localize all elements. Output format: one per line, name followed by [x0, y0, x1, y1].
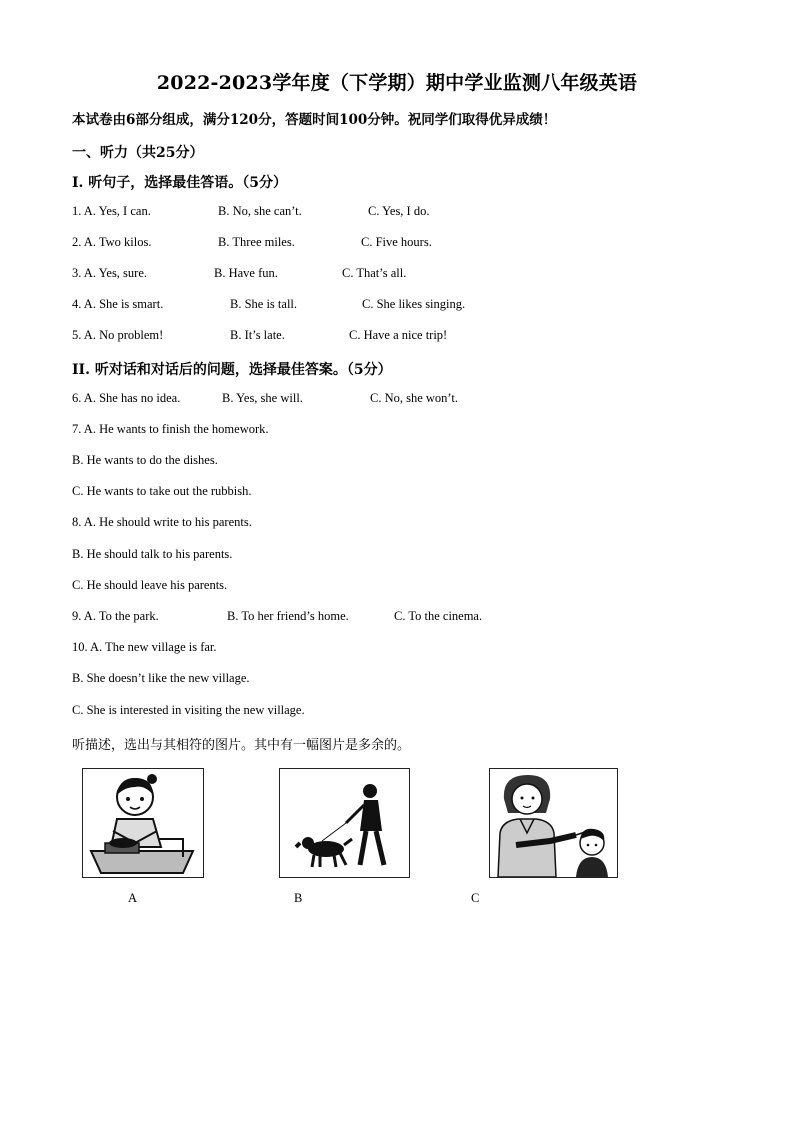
q10-option-c: C. She is interested in visiting the new village. — [72, 703, 305, 717]
q6-option-a: 6. A. She has no idea. — [72, 391, 181, 405]
q8-option-b: B. He should talk to his parents. — [72, 547, 233, 561]
q9-option-a: 9. A. To the park. — [72, 609, 159, 623]
q2-option-c: C. Five hours. — [361, 235, 432, 249]
q3-option-b: B. Have fun. — [214, 266, 278, 280]
q4-option-a: 4. A. She is smart. — [72, 297, 164, 311]
q5-option-b: B. It’s late. — [230, 328, 285, 342]
q7-option-b: B. He wants to do the dishes. — [72, 453, 218, 467]
q4-option-c: C. She likes singing. — [362, 297, 466, 311]
picture-b — [279, 768, 410, 878]
part1-heading: I. 听句子，选择最佳答语。（5分） — [72, 175, 288, 191]
q10-option-a: 10. A. The new village is far. — [72, 640, 217, 654]
man-walking-dog-icon — [280, 769, 409, 877]
q8-option-c: C. He should leave his parents. — [72, 578, 228, 592]
q4-option-b: B. She is tall. — [230, 297, 298, 311]
picture-c-label: C — [471, 891, 480, 905]
picture-b-label: B — [294, 891, 303, 905]
q2-option-a: 2. A. Two kilos. — [72, 235, 152, 249]
picture-a — [82, 768, 204, 878]
q7-option-a: 7. A. He wants to finish the homework. — [72, 422, 269, 436]
q10-option-b: B. She doesn’t like the new village. — [72, 671, 250, 685]
q9-option-c: C. To the cinema. — [394, 609, 483, 623]
q1-option-c: C. Yes, I do. — [368, 204, 430, 218]
q1-option-b: B. No, she can’t. — [218, 204, 302, 218]
q7-option-c: C. He wants to take out the rubbish. — [72, 484, 252, 498]
q8-option-a: 8. A. He should write to his parents. — [72, 515, 252, 529]
picture-c — [489, 768, 618, 878]
q5-option-a: 5. A. No problem! — [72, 328, 164, 342]
girl-washing-dishes-icon — [83, 769, 203, 877]
q1-option-a: 1. A. Yes, I can. — [72, 204, 151, 218]
q3-option-a: 3. A. Yes, sure. — [72, 266, 148, 280]
page-title: 2022-2023学年度（下学期）期中学业监测八年级英语 — [156, 72, 638, 94]
q5-option-c: C. Have a nice trip! — [349, 328, 448, 342]
picture-instruction: 听描述，选出与其相符的图片。其中有一幅图片是多余的。 — [72, 738, 411, 753]
q6-option-b: B. Yes, she will. — [222, 391, 303, 405]
q2-option-b: B. Three miles. — [218, 235, 295, 249]
picture-a-label: A — [128, 891, 138, 905]
q9-option-b: B. To her friend’s home. — [227, 609, 349, 623]
section-listening-heading: 一、听力（共25分） — [72, 145, 204, 161]
q3-option-c: C. That’s all. — [342, 266, 407, 280]
exam-intro: 本试卷由6部分组成，满分120分，答题时间100分钟。祝同学们取得优异成绩！ — [72, 112, 557, 128]
mother-feeding-child-icon — [490, 769, 617, 877]
part2-heading: II. 听对话和对话后的问题，选择最佳答案。（5分） — [72, 362, 392, 378]
q6-option-c: C. No, she won’t. — [370, 391, 458, 405]
